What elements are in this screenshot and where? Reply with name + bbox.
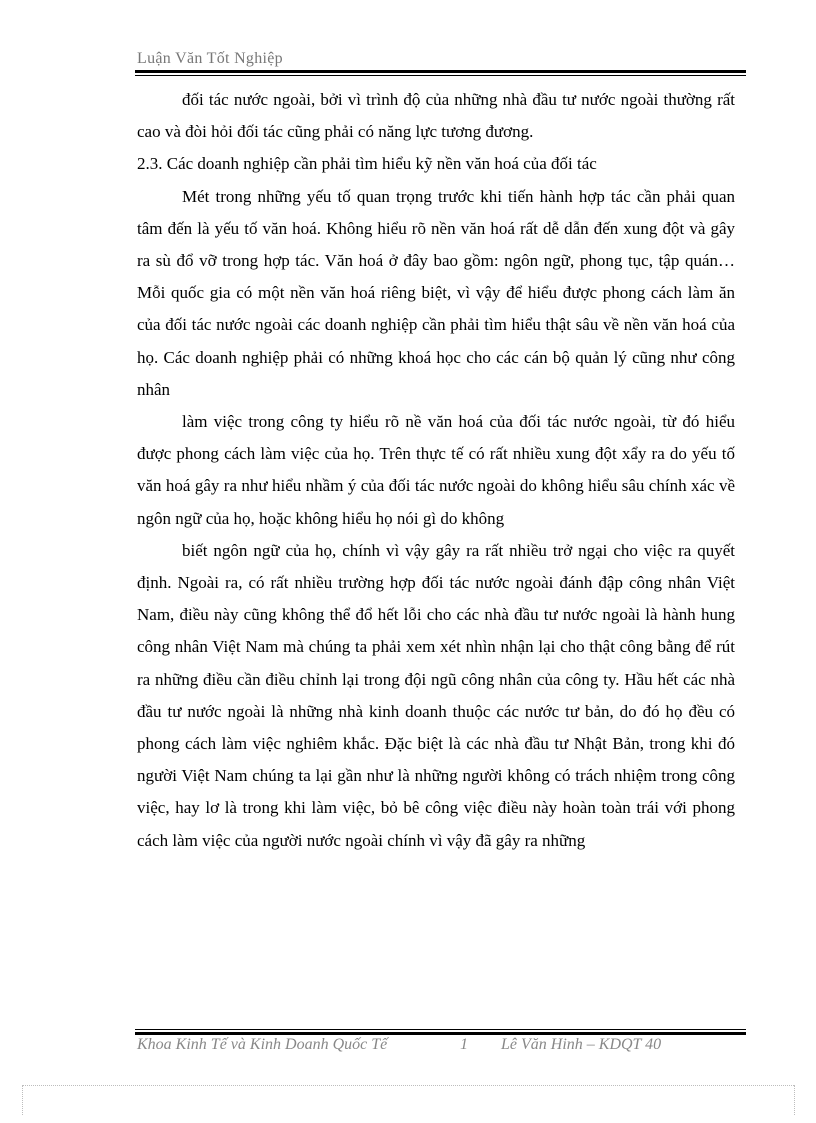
- section-heading: 2.3. Các doanh nghiệp cần phải tìm hiểu kỹ nền văn hoá của đối tác: [137, 154, 597, 174]
- footer-page-number: 1: [460, 1036, 468, 1053]
- footer-faculty: Khoa Kinh Tế và Kinh Doanh Quốc Tế: [137, 1036, 388, 1053]
- paragraph: làm việc trong công ty hiểu rõ nề văn hoá của đối tác nước ngoài, từ đó hiểu được phong cách làm việc của họ. Trên thực tế có rất nhiều xung đột xẩy ra do yếu tố văn hoá gây ra như hiểu nhầm ý của đối tác nước ngoài do không hiểu sâu chính xác về ngôn ngữ của họ, hoặc không hiểu họ nói gì do không: [137, 412, 735, 528]
- footer-rule-thick: [135, 1032, 746, 1035]
- paragraph-continuation: đối tác nước ngoài, bởi vì trình độ của những nhà đầu tư nước ngoài thường rất cao và đòi hỏi đối tác cũng phải có năng lực tương đương.: [137, 90, 735, 142]
- paragraph: biết ngôn ngữ của họ, chính vì vậy gây ra rất nhiều trở ngại cho việc ra quyết định. Ngoài ra, có rất nhiều trường hợp đối tác nước ngoài đánh đập công nhân Việt Nam, điều này cũng không thể đổ hết lỗi cho các nhà đầu tư nước ngoài là hành hung công nhân Việt Nam mà chúng ta phải xem xét nhìn nhận lại cho thật công bằng để rút ra những điều cần điều chỉnh lại trong đội ngũ công nhân của công ty. Hầu hết các nhà đầu tư nước ngoài là những nhà kinh doanh thuộc các nước tư bản, do đó họ đều có phong cách làm việc nghiêm khắc. Đặc biệt là các nhà đầu tư Nhật Bản, trong khi đó người Việt Nam chúng ta lại gần như là những người không có trách nhiệm trong công việc, hay lơ là trong khi làm việc, bỏ bê công việc điều này hoàn toàn trái với phong cách làm việc của người nước ngoài chính vì vậy đã gây ra những: [137, 540, 735, 850]
- footer-author: Lê Văn Hinh – KDQT 40: [501, 1036, 662, 1053]
- header-rule-thin: [135, 75, 746, 76]
- footer-rule-thin: [135, 1029, 746, 1030]
- header-rule-thick: [135, 70, 746, 73]
- page-edge-right: [794, 1085, 795, 1115]
- page-edge-top: [22, 1085, 794, 1086]
- document-body: [137, 84, 735, 857]
- header-title: Luận Văn Tốt Nghiệp: [137, 50, 283, 67]
- page-edge-left: [22, 1085, 23, 1115]
- paragraph: Mét trong những yếu tố quan trọng trước khi tiến hành hợp tác cần phải quan tâm đến là yếu tố văn hoá. Không hiểu rõ nền văn hoá rất dễ dẫn đến xung đột và gây ra sù đổ vỡ trong hợp tác. Văn hoá ở đây bao gồm: ngôn ngữ, phong tục, tập quán… Mỗi quốc gia có một nền văn hoá riêng biệt, vì vậy để hiểu được phong cách làm ăn của đối tác nước ngoài các doanh nghiệp cần phải tìm hiểu thật sâu về nền văn hoá của họ. Các doanh nghiệp phải có những khoá học cho các cán bộ quản lý cũng như công nhân: [137, 186, 735, 399]
